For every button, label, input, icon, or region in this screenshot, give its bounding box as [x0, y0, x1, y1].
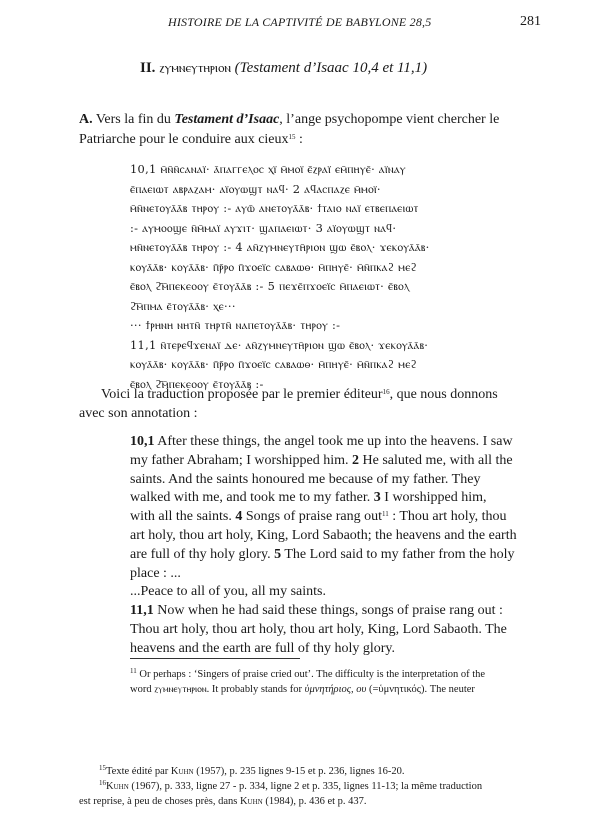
- translation-text: with all the saints.: [130, 509, 236, 525]
- page-number: 281: [520, 14, 541, 29]
- footnote-greek-word: ὑμνητήριος, ου: [304, 684, 367, 695]
- footnote-coptic-word: ⲍⲩⲙⲛⲉⲩⲧⲏⲣⲓⲟⲛ: [154, 684, 207, 695]
- intro-paragraph: [79, 110, 531, 150]
- intro-text: , l’ange psychopompe vient chercher le: [279, 112, 500, 127]
- translation-intro: [79, 385, 531, 423]
- footnote-author: Kuhn: [239, 796, 263, 807]
- translation-line: [130, 602, 532, 621]
- footnote-marker: 11: [130, 667, 137, 675]
- footnote-text: . It probably stands for: [206, 684, 305, 695]
- translation-intro-text: , que nous donnons: [389, 387, 498, 402]
- translation-line: [130, 452, 532, 471]
- footnote-ref[interactable]: 11: [381, 510, 389, 519]
- verse-number: 10,1: [130, 434, 155, 449]
- translation-intro-text: Voici la traduction proposée par le premier éditeur: [101, 387, 383, 402]
- section-number: II.: [140, 60, 156, 76]
- running-head: HISTOIRE DE LA CAPTIVITÉ DE BABYLONE 28,5: [168, 15, 432, 29]
- section-heading: [140, 60, 427, 77]
- coptic-line: ⲕⲟⲩⲁ̄ⲁ̄ⲃ· ⲕⲟⲩⲁ̄ⲁ̄ⲃ· ⲡ̄ⲣ̄ⲣⲟ ⲡ̄ϫⲟⲉⲓ̈ⲥ ⲥⲁⲃⲁⲱⲑ· ⲙ̄ⲡⲏⲩⲉ̄· ⲙ̄ⲛ̄ⲡⲕⲁϩ ⲙⲉϩ: [130, 259, 418, 274]
- coptic-line: ϩ̄ⲙ̄ⲡⲙⲁ ⲉ̄ⲧⲟⲩⲁ̄ⲁ̄ⲃ· ⲭⲉ···: [130, 298, 236, 313]
- footnote-marker: 16: [99, 779, 106, 787]
- footnote-ref[interactable]: 15: [288, 133, 296, 141]
- footnote-text: (1984), p. 436 et p. 437.: [262, 796, 367, 807]
- english-translation: [130, 433, 532, 659]
- footnote-marker: 15: [99, 764, 106, 772]
- translation-text: place : ...: [130, 565, 181, 581]
- translation-text: ...Peace to all of you, all my saints.: [130, 584, 326, 600]
- footnote-text: est reprise, à peu de choses près, dans: [79, 796, 240, 807]
- translation-text: heavens and the earth are full of thy holy glory.: [130, 640, 396, 656]
- page-footnotes: [79, 764, 531, 809]
- translation-text: walked with me, and took me to my father.: [130, 490, 374, 506]
- translation-text: After these things, the angel took me up into the heavens. I saw: [154, 434, 513, 449]
- footnote-ref[interactable]: 16: [382, 388, 390, 396]
- section-coptic-word: ⲍⲩⲙⲛⲉⲩⲧⲏⲣⲓⲟⲛ: [159, 61, 231, 76]
- coptic-line: 11,1 ⲛ̄ⲧⲉⲣⲉϥϫⲉⲛⲁⲓ̈ ⲇⲉ· ⲁⲛ̄ⲍⲩⲙⲛⲉⲩⲧⲏ̄ⲣⲓⲟⲛ ϣⲱ ⲉ̄ⲃⲟⲗ· ϫⲉⲕⲟⲩⲁ̄ⲁ̄ⲃ·: [130, 337, 429, 352]
- intro-text: :: [295, 132, 303, 147]
- footnote-15: [79, 764, 531, 779]
- verse-number: 5: [274, 546, 282, 562]
- coptic-line: ⲕⲟⲩⲁ̄ⲁ̄ⲃ· ⲕⲟⲩⲁ̄ⲁ̄ⲃ· ⲡ̄ⲣ̄ⲣⲟ ⲡ̄ϫⲟⲉⲓ̈ⲥ ⲥⲁⲃⲁⲱⲑ· ⲙ̄ⲡⲏⲩⲉ̄· ⲙ̄ⲛ̄ⲡⲕⲁϩ ⲙⲉϩ: [130, 357, 418, 371]
- translation-text: I worshipped him,: [380, 490, 487, 506]
- translation-text: are full of thy holy glory.: [130, 546, 275, 562]
- coptic-line: ⲙⲛ̄ⲛⲉⲧⲟⲩⲁ̄ⲁ̄ⲃ ⲧⲏⲣⲟⲩ :- 4 ⲁⲛ̄ⲍⲩⲙⲛⲉⲩⲧⲏ̄ⲣⲓⲟⲛ ϣⲱ ⲉ̄ⲃⲟⲗ· ϫⲉⲕⲟⲩⲁ̄ⲁ̄ⲃ·: [130, 240, 430, 254]
- footnote-author: Kuhn: [170, 766, 194, 777]
- verse-number: 2: [352, 452, 360, 468]
- footnote-text: (1957), p. 235 lignes 9-15 et p. 236, lignes 16-20.: [193, 766, 405, 777]
- coptic-line: :- ⲁⲩⲙⲟⲟϣⲉ ⲛ̄ⲙ̄ⲙⲁⲓ̈ ⲁⲩϫⲓⲧ· ϣⲁⲡⲁⲉⲓⲱⲧ· 3 ⲁⲓ̈ⲟⲩⲱϣⲧ ⲛⲁϥ·: [130, 220, 397, 235]
- footnote-text: (=ὑμνητικός). The neuter: [366, 684, 475, 695]
- intro-text: Patriarche pour le conduire aux cieux: [79, 132, 289, 147]
- translation-line: [130, 565, 532, 584]
- footnote-text: (1967), p. 333, ligne 27 - p. 334, ligne 2 et p. 335, lignes 11-13; la même traduction: [128, 781, 483, 792]
- translation-line: [130, 527, 532, 546]
- translation-text: saints. And the saints honoured me because of my father. They: [130, 471, 481, 487]
- translation-text: Thou art holy, thou art holy, thou art holy, King, Lord Sabaoth. The: [130, 621, 507, 637]
- translation-text: Now when he had said these things, songs of praise rang out :: [153, 603, 503, 619]
- footnote-16: [79, 779, 531, 794]
- translation-text: : Thou art holy, thou: [388, 509, 507, 525]
- intro-text: Vers la fin du: [92, 112, 175, 127]
- intro-title: Testament d’Isaac: [174, 112, 280, 127]
- intro-label: A.: [79, 112, 93, 127]
- translation-text: Songs of praise rang out: [242, 509, 382, 525]
- footnote-text: Or perhaps : ‘Singers of praise cried out’. The difficulty is the interpretation of the: [136, 669, 486, 680]
- footnote-16-cont: [79, 794, 531, 809]
- verse-number: 11,1: [130, 603, 154, 619]
- translation-text: The Lord said to my father from the holy: [281, 546, 515, 562]
- coptic-text-block: [130, 160, 532, 394]
- coptic-line: 10,1 ⲙ̄ⲛ̄ⲛ̄ⲥⲁⲛⲁⲓ̈· ⲁ̄ⲡⲁⲅⲅⲉⲗⲟⲥ ⲭⲓ̈ ⲙ̄ⲙⲟⲓ̈ ⲉ̄ⲍⲣⲁⲓ̈ ⲉⲙ̄ⲡⲏⲩⲉ̄· ⲁⲓ̈ⲛⲁⲩ: [130, 162, 406, 176]
- translation-text: my father Abraham; I worshipped him.: [130, 452, 353, 468]
- translation-text: art holy, thou art holy, King, Lord Sabaoth; the heavens and the earth: [130, 527, 517, 543]
- translation-line: [130, 583, 532, 602]
- translation-line: [130, 508, 532, 527]
- coptic-line: ⲉ̄ⲡⲁⲉⲓⲱⲧ ⲁⲃⲣⲁⲍⲁⲙ· ⲁⲓ̈ⲟⲩⲱϣⲧ ⲛⲁϥ· 2 ⲁϥⲁⲥⲡⲁⲍⲉ ⲙ̄ⲙⲟⲓ̈·: [130, 181, 381, 196]
- coptic-line: ⲉ̄ⲃⲟⲗ ϩ̄ⲙ̄ⲡⲉⲕⲉⲟⲟⲩ ⲉ̄ⲧⲟⲩⲁ̄ⲁ̄ⲃ :-: [130, 376, 264, 391]
- translation-line: [130, 546, 532, 565]
- inner-footnote: [130, 667, 532, 697]
- translation-intro-text: avec son annotation :: [79, 406, 198, 421]
- translation-line: [130, 621, 532, 640]
- translation-text: He saluted me, with all the: [359, 452, 513, 468]
- verse-number: 4: [235, 509, 243, 525]
- coptic-line: ⲉ̄ⲃⲟⲗ ϩ̄ⲙ̄ⲡⲉⲕⲉⲟⲟⲩ ⲉ̄ⲧⲟⲩⲁ̄ⲁ̄ⲃ :- 5 ⲡⲉϫⲉ̄ⲡϫⲟⲉⲓ̈ⲥ ⲙ̄ⲡⲁⲉⲓⲱⲧ· ⲉ̄ⲃⲟⲗ: [130, 279, 410, 293]
- translation-line: [130, 489, 532, 508]
- section-reference: (Testament d’Isaac 10,4 et 11,1): [234, 60, 428, 76]
- footnote-divider: [130, 658, 300, 659]
- footnote-text: word: [130, 684, 155, 695]
- coptic-line: ··· ϯⲣⲏⲛⲏ ⲛⲏⲧⲛ̄ ⲧⲏⲣⲧⲛ̄ ⲛⲁⲡⲉⲧⲟⲩⲁ̄ⲁ̄ⲃ· ⲧⲏⲣⲟⲩ :-: [130, 318, 341, 332]
- verse-number: 3: [373, 490, 381, 506]
- footnote-text: Texte édité par: [106, 766, 171, 777]
- translation-line: [130, 471, 532, 490]
- translation-line: [130, 433, 532, 452]
- footnote-author: Kuhn: [106, 781, 129, 792]
- coptic-line: ⲙ̄ⲛ̄ⲛⲉⲧⲟⲩⲁ̄ⲁ̄ⲃ ⲧⲏⲣⲟⲩ :- ⲁⲩⲱ̄ ⲁⲛⲉⲧⲟⲩⲁ̄ⲁ̄ⲃ· ϯⲧⲁⲓⲟ ⲛⲁⲓ̈ ⲉⲧⲃⲉⲡⲁⲉⲓⲱⲧ: [130, 201, 419, 215]
- translation-line: [130, 640, 532, 659]
